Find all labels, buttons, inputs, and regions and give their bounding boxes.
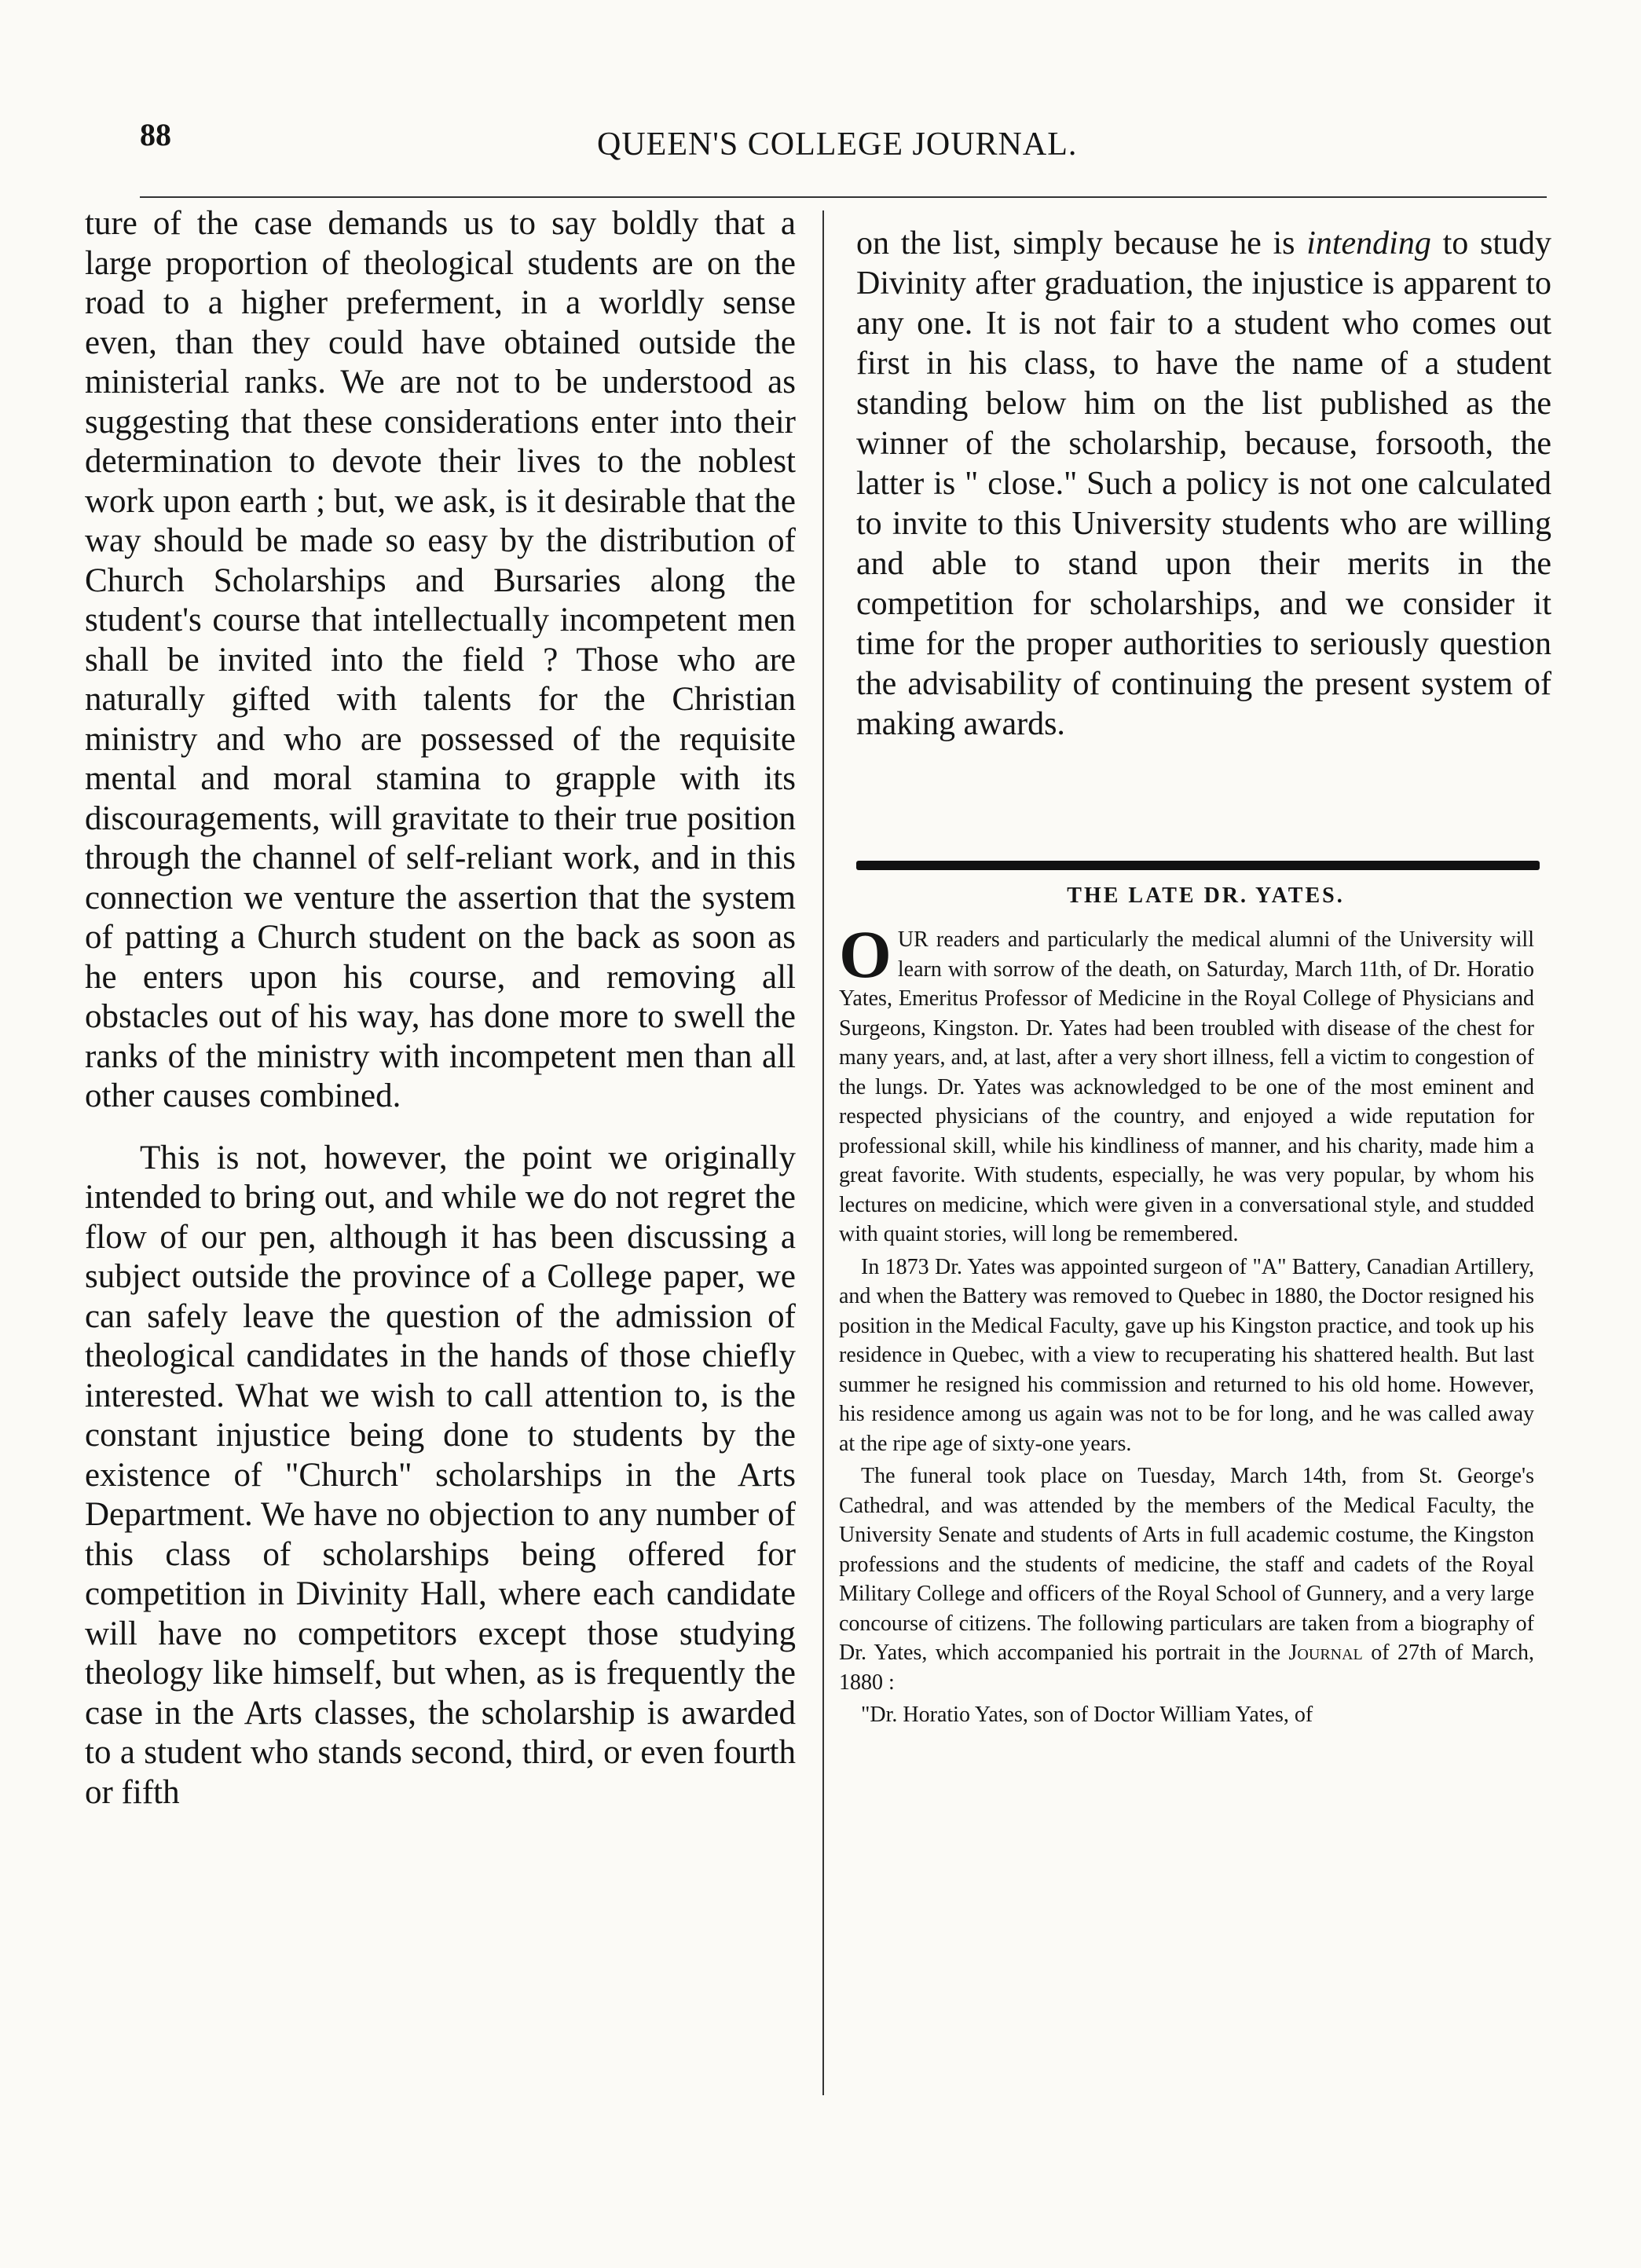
article-paragraph-2: In 1873 Dr. Yates was appointed surgeon of "A" Battery, Canadian Artillery, and when the Battery was removed to Quebec in 1880, the Doctor resigned his position in the Medical Faculty, gave up his Kingston practice, and took up his residence in Quebec, with a view to recuperating his shattered health. But last summer he resigned his commission and returned to his old home. However, his residence among us again was not to be for long, and he was called away at the ripe age of sixty-one years. <box>839 1254 1534 1456</box>
article-paragraph-3-text-a: The funeral took place on Tuesday, March 14th, from St. George's Cathedral, and was attended by the members of the Medical Faculty, the University Senate and students of Arts in full academic costume, the Kingston professions and the students of medicine, the staff and cadets of the Royal Military College and officers of the Royal School of Gunnery, and a very large concourse of citizens. The following particulars are taken from a biography of Dr. Yates, which accompanied his portrait in the <box>839 1464 1534 1665</box>
left-column <box>85 204 796 1813</box>
page-number: 88 <box>140 117 171 152</box>
article-body <box>839 916 1534 1733</box>
continuation-text-b: to study Divinity after graduation, the injustice is apparent to any one. It is not fair to a student who comes out first in his class, to have the name of a student standing below him on the list published as the winner of the scholarship, because, forsooth, the latter is " close." Such a policy is not one calculated to invite to this University students who are willing and able to stand upon their merits in the competition for scholarships, and we consider it time for the proper authorities to seriously question the advisability of continuing the present system of making awards. <box>856 225 1551 742</box>
left-paragraph-1: ture of the case demands us to say boldly that a large proportion of theological students are on the road to a higher preferment, in a worldly sense even, than they could have obtained outside the ministerial ranks. We are not to be understood as suggesting that these considerations enter into their determination to devote their lives to the noblest work upon earth ; but, we ask, is it desirable that the way should be made so easy by the distribution of Church Scholarships and Bursaries along the student's course that intellectually incompetent men shall be invited into the field ? Those who are naturally gifted with talents for the Christian ministry and who are possessed of the requisite mental and moral stamina to grapple with its discouragements, will gravitate to their true position through the channel of self-reliant work, and in this connection we venture the assertion that the system of patting a Church student on the back as soon as he enters upon his course, and removing all obstacles out of his way, has done more to swell the ranks of the ministry with incompetent men than all other causes combined. <box>85 205 796 1114</box>
running-head: QUEEN'S COLLEGE JOURNAL. <box>597 126 1078 163</box>
journal-smallcaps: Journal <box>1288 1641 1363 1665</box>
article-title: THE LATE DR. YATES. <box>1067 883 1345 908</box>
article-paragraph-1-text: readers and particularly the medical alumni of the University will learn with sorrow of the death, on Saturday, March 11th, of Dr. Horatio Yates, Emeritus Professor of Medicine in the Royal College of Physicians and Surgeons, Kingston. Dr. Yates had been troubled with disease of the chest for many years, and, at last, after a very short illness, fell a victim to congestion of the lungs. Dr. Yates was acknowledged to be one of the most eminent and respected physicians of the country, and enjoyed a wide reputation for professional skill, while his kindliness of manner, and his charity, made him a great favorite. With students, especially, he was very popular, by whom his lectures on medicine, which were given in a conversational style, and studded with quaint stories, will long be remembered. <box>839 927 1534 1246</box>
column-divider <box>822 210 824 2095</box>
continuation-emphasis: intending <box>1306 225 1431 262</box>
article-paragraph-1 <box>839 916 1534 1249</box>
drop-cap: O <box>839 916 892 992</box>
section-rule <box>856 861 1540 870</box>
article-paragraph-3-text-b: of 27th of March, 1880 : <box>839 1641 1534 1695</box>
right-column-continuation <box>856 224 1551 744</box>
article-paragraph-4: "Dr. Horatio Yates, son of Doctor William Yates, of <box>861 1703 1313 1727</box>
lead-smallcaps: UR <box>897 927 929 952</box>
article-paragraph-3 <box>839 1461 1534 1697</box>
left-paragraph-2: This is not, however, the point we originally intended to bring out, and while we do not regret the flow of our pen, although it has been discussing a subject outside the province of a College paper, we can safely leave the question of the admission of theological candidates in the hands of those chiefly interested. What we wish to call attention to, is the constant injustice being done to students by the existence of "Church" scholarships in the Arts Department. We have no objection to any number of this class of scholarships being offered for competition in Divinity Hall, where each candidate will have no competitors except those studying theology like himself, but when, as is frequently the case in the Arts classes, the scholarship is awarded to a student who stands second, third, or even fourth or fifth <box>85 1139 796 1811</box>
continuation-text-a: on the list, simply because he is <box>856 225 1307 262</box>
continuation-paragraph <box>856 224 1551 744</box>
header-rule <box>140 196 1547 198</box>
